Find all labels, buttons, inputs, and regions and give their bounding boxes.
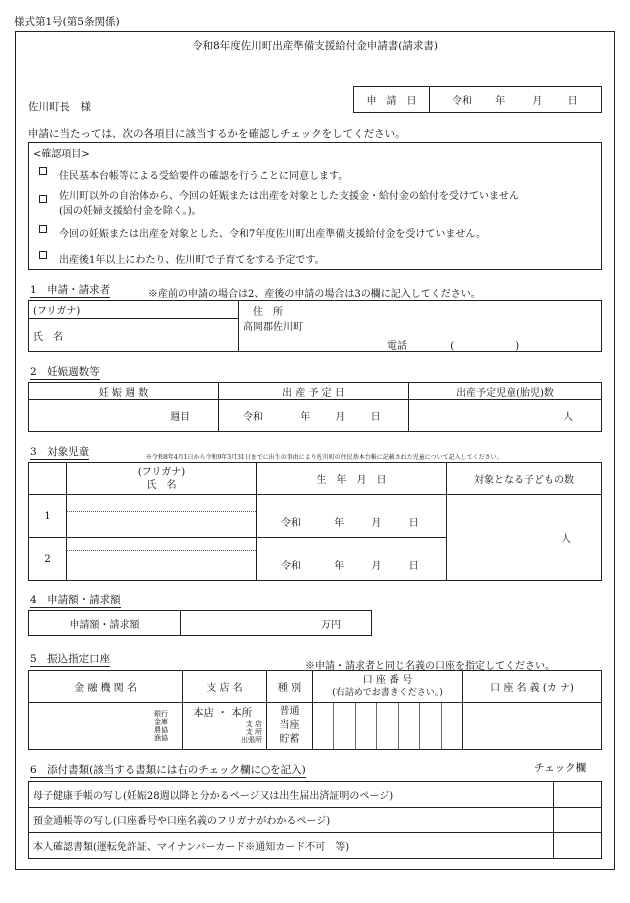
child-dob-field[interactable] <box>257 495 447 538</box>
confirm-item-text: 佐川町以外の自治体から、今回の妊娠または出産を対象とした支援金・給付金の給付を受けていません <box>59 191 519 202</box>
account-number-field[interactable] <box>313 703 463 750</box>
person-unit: 人 <box>561 534 571 545</box>
name-label: 氏 名 <box>146 479 177 491</box>
child-dob-header: 生 年 月 日 <box>257 463 447 495</box>
era: 令和 <box>452 96 472 107</box>
account-type-option[interactable]: 普通 <box>279 706 300 717</box>
branch-type: 出張所 <box>241 736 262 744</box>
era: 令和 <box>243 412 263 423</box>
checkbox[interactable] <box>39 167 47 175</box>
fetus-count-header: 出産予定児童(胎児)数 <box>409 383 602 400</box>
year-unit: 年 <box>300 412 311 423</box>
application-date-field[interactable] <box>430 87 602 113</box>
section-5-title: 5 振込指定口座 <box>30 653 111 665</box>
year-unit: 年 <box>334 561 345 572</box>
child-count-header: 対象となる子どもの数 <box>447 463 602 495</box>
child-name-header <box>67 463 257 495</box>
year-unit: 年 <box>334 518 345 529</box>
checkbox[interactable] <box>39 251 47 259</box>
branch-field[interactable] <box>183 703 267 750</box>
tel-label: 電話 <box>387 341 407 352</box>
child-name-field[interactable] <box>67 495 257 538</box>
section-1-note: ※産前の申請の場合は2、産後の申請の場合は3の欄に記入してください。 <box>148 289 481 300</box>
attachment-item: 本人確認書類(運転免許証、マイナンバーカード※通知カード不可 等) <box>29 833 554 859</box>
day-unit: 日 <box>370 412 381 423</box>
confirm-item-text: 出産後1年以上にわたり、佐川町で子育てをする予定です。 <box>59 255 325 266</box>
confirm-item-1 <box>39 167 599 182</box>
weeks-field[interactable] <box>29 400 219 432</box>
confirm-item-3 <box>39 225 599 240</box>
section-3-title: 3 対象児童 <box>30 446 90 458</box>
tel-paren-open: ( <box>450 341 455 352</box>
branch-main: 本店 ・ 本所 <box>193 707 253 719</box>
child-dob-field[interactable] <box>257 538 447 581</box>
child-number-header <box>29 463 67 495</box>
branch-header: 支 店 名 <box>183 671 267 703</box>
day-unit: 日 <box>567 96 578 107</box>
furigana-label: (フリガナ) <box>137 466 186 478</box>
name-cell[interactable] <box>29 319 239 352</box>
checkbox[interactable] <box>39 225 47 233</box>
digit-box[interactable] <box>313 703 334 749</box>
day-unit: 日 <box>408 518 419 529</box>
attachment-item: 預金通帳等の写し(口座番号や口座名義のフリガナがわかるページ) <box>29 807 554 833</box>
fetus-count-field[interactable] <box>409 400 602 432</box>
year-unit: 年 <box>495 96 506 107</box>
checkbox[interactable] <box>39 195 47 203</box>
bank-type: 金庫 <box>154 718 168 726</box>
digit-box[interactable] <box>334 703 355 749</box>
amount-field[interactable] <box>181 611 372 636</box>
bank-header: 金 融 機 関 名 <box>29 671 183 703</box>
address-cell[interactable] <box>239 301 602 352</box>
application-date-label: 申 請 日 <box>354 87 430 113</box>
month-unit: 月 <box>335 412 346 423</box>
child-row-number: 1 <box>29 495 67 538</box>
attachments-table <box>28 781 602 859</box>
digit-box[interactable] <box>420 703 441 749</box>
confirm-item-text: 今回の妊娠または出産を対象とした、令和7年度佐川町出産準備支援給付金を受けていません。 <box>59 229 486 240</box>
applicant-table <box>28 300 602 352</box>
tel-paren-close: ) <box>515 341 520 352</box>
amount-label: 申請額・請求額 <box>29 611 181 636</box>
bank-table <box>28 670 602 750</box>
month-unit: 月 <box>371 561 382 572</box>
account-holder-field[interactable] <box>463 703 602 750</box>
attachment-check[interactable] <box>554 782 602 808</box>
bank-field[interactable] <box>29 703 183 750</box>
confirm-item-4 <box>39 251 599 266</box>
confirm-item-2 <box>39 187 599 217</box>
name-label: 氏 名 <box>33 331 63 343</box>
era: 令和 <box>281 561 301 572</box>
tel-line <box>387 337 519 352</box>
amount-unit: 万円 <box>321 619 341 631</box>
addressee: 佐川町長 様 <box>28 101 91 113</box>
era: 令和 <box>281 518 301 529</box>
account-number-header <box>313 671 463 703</box>
attachment-check[interactable] <box>554 807 602 833</box>
digit-box[interactable] <box>356 703 377 749</box>
account-type-option[interactable]: 当座 <box>279 720 300 731</box>
branch-type: 支 所 <box>245 728 262 736</box>
form-title: 令和8年度佐川町出産準備支援給付金申請書(請求書) <box>192 40 438 52</box>
digit-box[interactable] <box>377 703 398 749</box>
confirm-item-text: 住民基本台帳等による受給要件の確認を行うことに同意します。 <box>59 171 349 182</box>
intro-text: 申請に当たっては、次の各項目に該当するかを確認しチェックをしてください。 <box>28 128 406 140</box>
application-date-box <box>353 86 602 113</box>
account-type-option[interactable]: 貯蓄 <box>279 734 300 745</box>
confirm-header: <確認項目> <box>33 149 90 160</box>
month-unit: 月 <box>532 96 543 107</box>
month-unit: 月 <box>371 518 382 529</box>
section-6-title: 6 添付書類(該当する書類には右のチェック欄に○を記入) <box>30 764 306 776</box>
check-column-label: チェック欄 <box>534 762 587 774</box>
account-number-title: 口 座 番 号 <box>362 674 413 686</box>
town-name: 高岡郡佐川町 <box>243 322 303 333</box>
section-5-note: ※申請・請求者と同じ名義の口座を指定してください。 <box>305 661 555 672</box>
weeks-header: 妊 娠 週 数 <box>29 383 219 400</box>
child-table <box>28 462 602 581</box>
bank-type: 漁協 <box>154 734 168 742</box>
attachment-item: 母子健康手帳の写し(妊娠28週以降と分かるページ又は出生届出済証明のページ) <box>29 782 554 808</box>
digit-box[interactable] <box>442 703 462 749</box>
child-name-field[interactable] <box>67 538 257 581</box>
section-2-title: 2 妊娠週数等 <box>30 366 100 378</box>
account-type-header: 種 別 <box>267 671 313 703</box>
person-unit: 人 <box>563 412 573 423</box>
account-type-field[interactable] <box>267 703 313 750</box>
attachment-check[interactable] <box>554 833 602 859</box>
due-date-header: 出 産 予 定 日 <box>219 383 409 400</box>
account-number-note: (右詰めでお書きください。) <box>332 687 443 698</box>
branch-type: 支 店 <box>245 720 262 728</box>
bank-type: 銀行 <box>154 710 168 718</box>
amount-table <box>28 610 372 636</box>
due-date-field[interactable] <box>219 400 409 432</box>
confirm-box <box>28 142 602 270</box>
address-label: 住 所 <box>253 307 283 318</box>
furigana-cell[interactable] <box>29 301 239 319</box>
confirm-item-text-cont: (国の妊婦支援給付金を除く。)。 <box>59 206 202 217</box>
furigana-label: (フリガナ) <box>33 306 81 317</box>
child-count-field[interactable] <box>447 495 602 581</box>
bank-type: 農協 <box>154 726 168 734</box>
section-1-title: 1 申請・請求者 <box>30 284 111 296</box>
pregnancy-table <box>28 382 602 432</box>
child-row-number: 2 <box>29 538 67 581</box>
digit-box[interactable] <box>399 703 420 749</box>
section-3-note: ※令和8年4月1日から令和9年3月31日までに出生の事由により佐川町の住民基本台帳に記載された児童について記入してください。 <box>146 454 503 461</box>
day-unit: 日 <box>408 561 419 572</box>
form-number: 様式第1号(第5条関係) <box>14 16 120 28</box>
section-4-title: 4 申請額・請求額 <box>30 594 121 606</box>
week-unit: 週目 <box>170 412 190 423</box>
account-holder-header: 口 座 名 義 (カ ナ) <box>463 671 602 703</box>
